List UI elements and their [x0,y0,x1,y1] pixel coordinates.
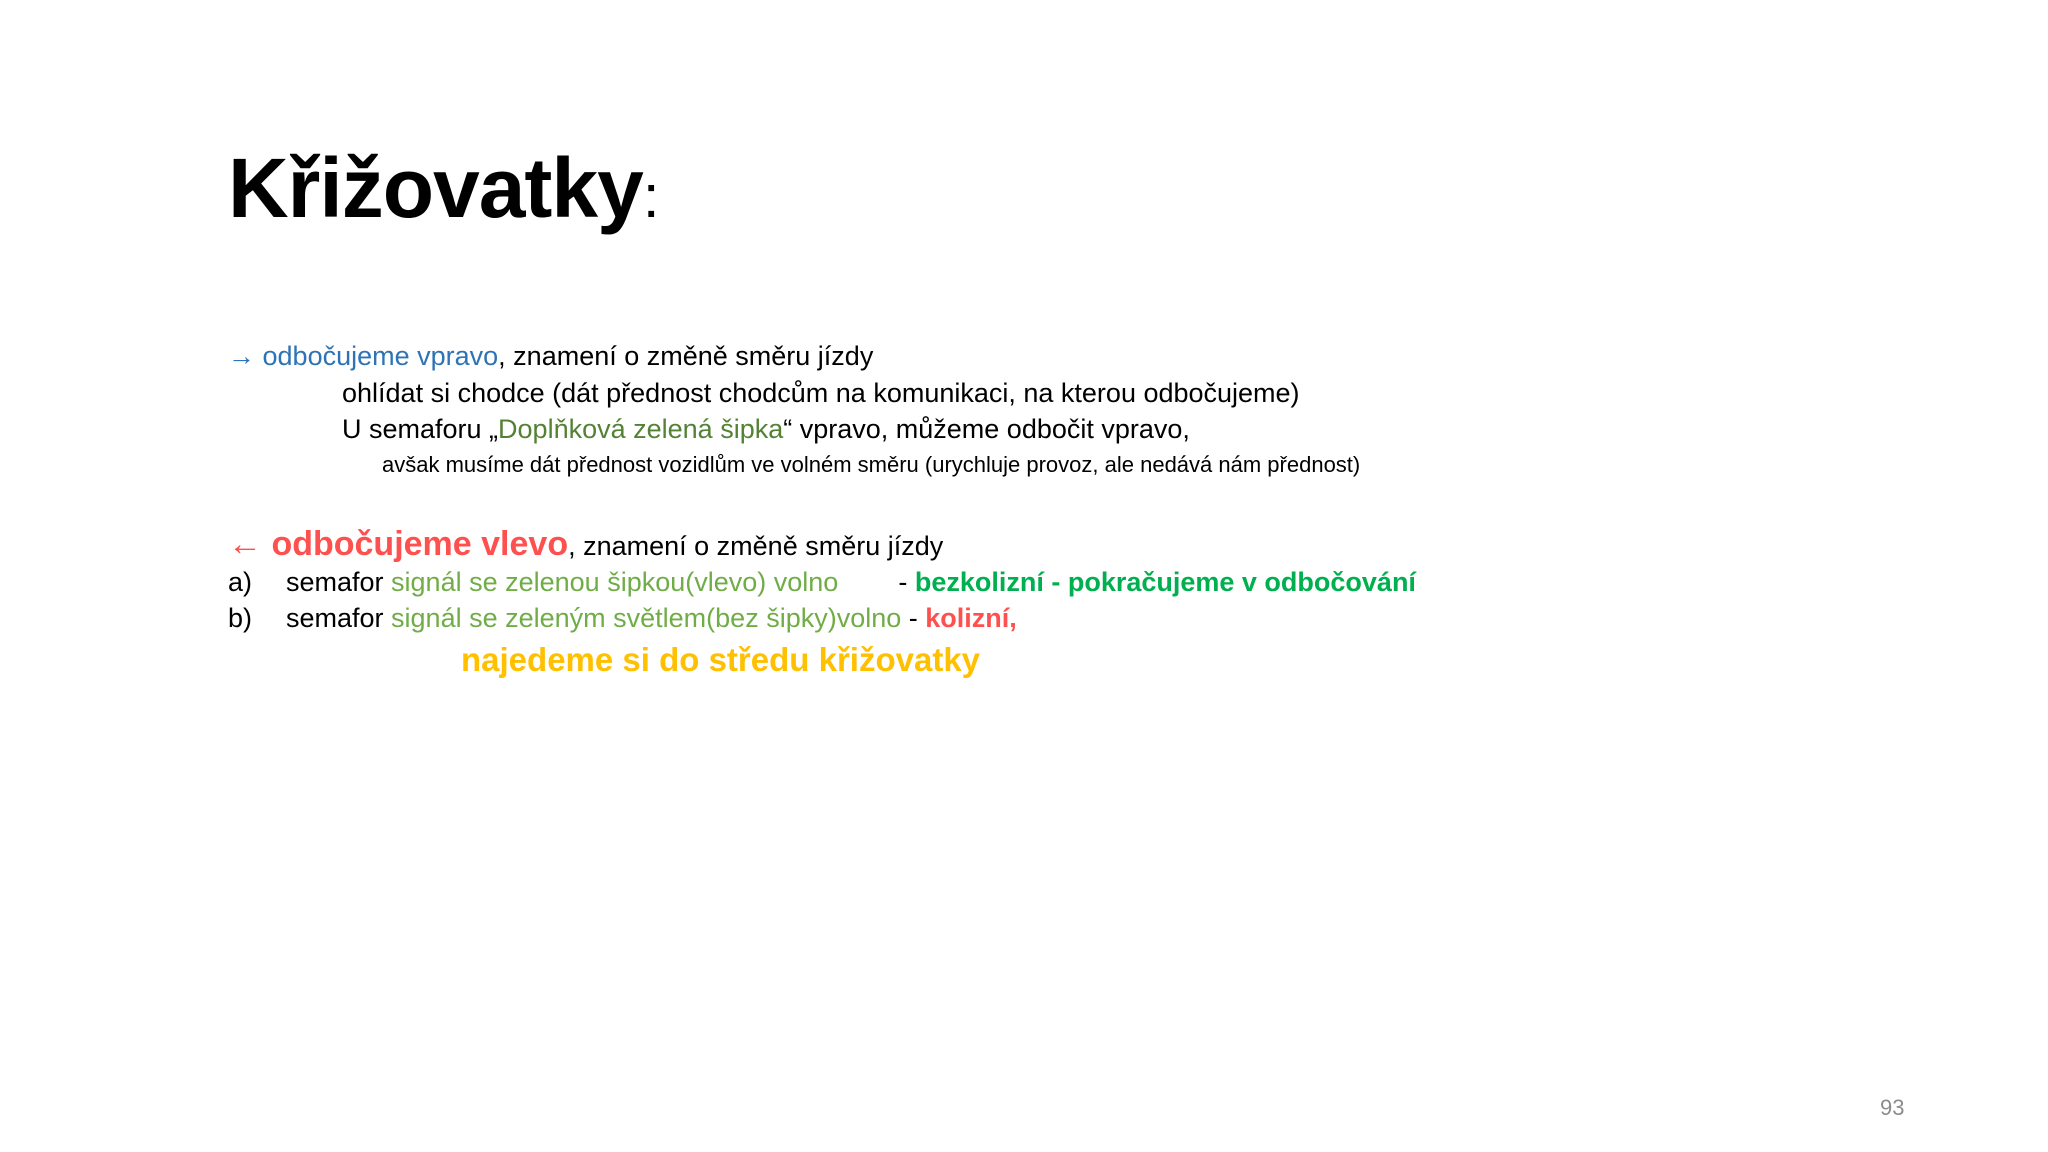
right-turn-heading-line [228,338,873,374]
intersection-center-note: najedeme si do středu křižovatky [461,641,981,678]
list-marker: b) [228,603,253,633]
list-item-dash: - [838,567,915,597]
left-turn-heading: odbočujeme vlevo [262,525,569,563]
left-turn-heading-line [228,522,943,568]
right-turn-heading-rest: , znamení o změně směru jízdy [498,341,874,371]
list-item-prefix: semafor [286,567,392,597]
list-item-signal: signál se zeleným světlem(bez šipky)volno [391,603,902,633]
right-turn-semaphore-line [342,411,1190,447]
list-item-prefix: semafor [286,603,392,633]
list-item-dash: - [901,603,926,633]
left-arrow-icon: ← [228,525,262,563]
list-item [228,600,1017,636]
list-item-signal: signál se zelenou šipkou(vlevo) volno [391,567,839,597]
right-turn-semaphore-post: “ vpravo, můžeme odbočit vpravo, [783,414,1190,444]
list-item-result: bezkolizní - pokračujeme v odbočování [914,567,1416,597]
slide-title-text: Křižovatky [228,141,643,235]
page-number: 93 [1880,1095,1905,1120]
list-marker: a) [228,567,253,597]
right-turn-semaphore-pre: U semaforu „ [342,414,499,444]
slide-title-colon: : [642,163,660,230]
right-turn-priority-note: avšak musíme dát přednost vozidlům ve volném směru (urychluje provoz, ale nedává nám přednost) [382,452,1361,477]
right-turn-pedestrians-line: ohlídat si chodce (dát přednost chodcům na komunikaci, na kterou odbočujeme) [342,378,1300,408]
right-turn-heading: odbočujeme vpravo [262,341,499,371]
right-turn-arrow-signal: Doplňková zelená šipka [498,414,784,444]
slide-title [228,138,660,247]
right-arrow-icon: → [228,341,255,371]
list-item [228,564,1416,600]
left-turn-heading-rest: , znamení o změně směru jízdy [568,531,944,561]
list-item-result: kolizní, [925,603,1017,633]
